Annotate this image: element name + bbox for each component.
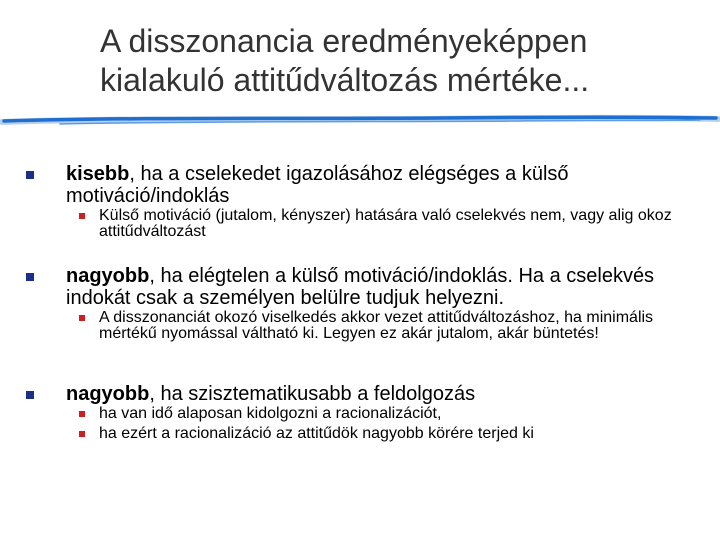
sub-bullet-text: A disszonanciát okozó viselkedés akkor vezet attitűdváltozáshoz, ha minimális mértékű nyomással váltható ki. Legyen ez akár jutalom, akár büntetés! — [99, 309, 654, 342]
bullet-text: , ha szisztematikusabb a feldolgozás — [149, 383, 476, 405]
sub-bullet-square-icon — [79, 213, 85, 219]
sub-bullet-text: ha ezért a racionalizáció az attitűdök nagyobb körére terjed ki — [99, 425, 534, 442]
list-item — [66, 265, 706, 309]
sub-list-item — [99, 426, 704, 442]
sub-list-item — [99, 208, 704, 240]
bullet-square-icon — [26, 391, 34, 399]
title-line-1: A disszonancia eredményeképpen — [100, 23, 588, 59]
list-item — [66, 383, 706, 405]
sub-bullet-square-icon — [79, 411, 85, 417]
bullet-text: , ha a cselekedet igazolásához elégséges a külső motiváció/indoklás — [66, 163, 569, 207]
bullet-term: nagyobb — [66, 383, 150, 405]
sub-bullet-square-icon — [79, 315, 85, 321]
sub-bullet-text: ha van idő alaposan kidolgozni a racionalizációt, — [99, 405, 442, 422]
title-line-2: kialakuló attitűdváltozás mértéke... — [100, 62, 590, 98]
sub-list-item — [99, 310, 704, 342]
slide-title — [100, 22, 700, 100]
bullet-text: , ha elégtelen a külső motiváció/indoklás. Ha a cselekvés indokát csak a személyen belülre tudjuk helyezni. — [66, 265, 655, 309]
sub-bullet-square-icon — [79, 431, 85, 437]
title-underline-brushstroke — [0, 108, 720, 132]
bullet-term: nagyobb — [66, 265, 150, 287]
bullet-square-icon — [26, 273, 34, 281]
bullet-term: kisebb — [66, 163, 130, 185]
sub-list-item — [99, 406, 704, 422]
sub-bullet-text: Külső motiváció (jutalom, kényszer) hatására való cselekvés nem, vagy alig okoz attitűdváltozást — [99, 207, 672, 240]
bullet-square-icon — [26, 171, 34, 179]
list-item — [66, 163, 706, 207]
